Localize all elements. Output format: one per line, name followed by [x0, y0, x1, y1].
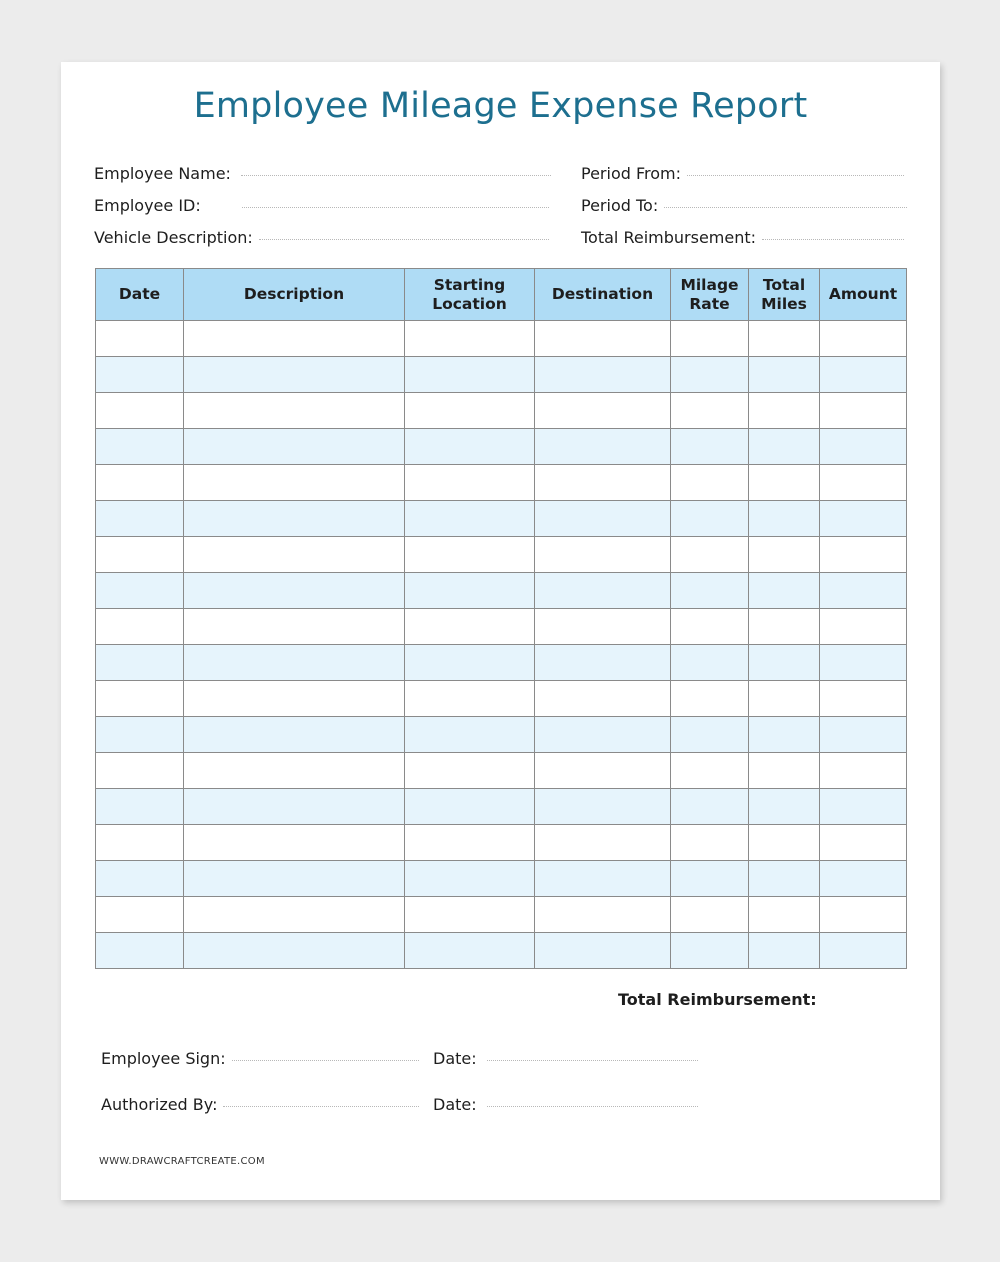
table-cell-date[interactable]	[96, 861, 184, 897]
table-cell-destination[interactable]	[535, 573, 671, 609]
table-cell-destination[interactable]	[535, 429, 671, 465]
table-cell-date[interactable]	[96, 573, 184, 609]
table-cell-destination[interactable]	[535, 645, 671, 681]
table-cell-description[interactable]	[184, 609, 405, 645]
table-cell-description[interactable]	[184, 465, 405, 501]
table-row	[96, 825, 907, 861]
vehicle-description-label: Vehicle Description:	[94, 228, 253, 247]
table-cell-date[interactable]	[96, 609, 184, 645]
table-cell-starting-location[interactable]	[405, 717, 535, 753]
period-to-label: Period To:	[581, 196, 659, 215]
table-cell-date[interactable]	[96, 825, 184, 861]
table-cell-destination[interactable]	[535, 753, 671, 789]
table-row	[96, 465, 907, 501]
authorized-date-label: Date:	[433, 1095, 477, 1114]
table-cell-destination[interactable]	[535, 861, 671, 897]
authorized-by-input[interactable]	[223, 1105, 419, 1107]
table-cell-destination[interactable]	[535, 357, 671, 393]
table-cell-milage-rate[interactable]	[671, 609, 749, 645]
table-row	[96, 429, 907, 465]
table-cell-amount[interactable]	[820, 537, 907, 573]
table-cell-description[interactable]	[184, 789, 405, 825]
table-cell-starting-location[interactable]	[405, 609, 535, 645]
employee-id-label: Employee ID:	[94, 196, 201, 215]
table-cell-total-miles[interactable]	[749, 789, 820, 825]
table-cell-milage-rate[interactable]	[671, 717, 749, 753]
table-cell-milage-rate[interactable]	[671, 789, 749, 825]
column-header-total-miles: Total Miles	[749, 269, 820, 321]
table-cell-starting-location[interactable]	[405, 573, 535, 609]
period-to-input[interactable]	[664, 206, 907, 208]
table-cell-description[interactable]	[184, 861, 405, 897]
table-row	[96, 645, 907, 681]
table-row	[96, 501, 907, 537]
table-cell-amount[interactable]	[820, 717, 907, 753]
table-cell-starting-location[interactable]	[405, 753, 535, 789]
table-row	[96, 681, 907, 717]
table-cell-starting-location[interactable]	[405, 897, 535, 933]
table-row	[96, 321, 907, 357]
table-cell-starting-location[interactable]	[405, 537, 535, 573]
table-cell-milage-rate[interactable]	[671, 465, 749, 501]
table-row	[96, 897, 907, 933]
table-cell-date[interactable]	[96, 897, 184, 933]
total-reimbursement-input[interactable]	[762, 238, 904, 240]
table-cell-amount[interactable]	[820, 321, 907, 357]
table-cell-date[interactable]	[96, 645, 184, 681]
table-cell-description[interactable]	[184, 429, 405, 465]
employee-sign-date-input[interactable]	[487, 1059, 698, 1061]
table-cell-description[interactable]	[184, 717, 405, 753]
table-cell-milage-rate[interactable]	[671, 501, 749, 537]
table-cell-amount[interactable]	[820, 789, 907, 825]
table-cell-starting-location[interactable]	[405, 429, 535, 465]
table-cell-destination[interactable]	[535, 825, 671, 861]
table-cell-total-miles[interactable]	[749, 321, 820, 357]
employee-name-input[interactable]	[241, 174, 551, 176]
employee-sign-date-field[interactable]	[433, 1049, 698, 1068]
table-cell-total-miles[interactable]	[749, 609, 820, 645]
employee-sign-label: Employee Sign:	[101, 1049, 226, 1068]
table-cell-destination[interactable]	[535, 933, 671, 969]
table-cell-total-miles[interactable]	[749, 501, 820, 537]
table-cell-total-miles[interactable]	[749, 681, 820, 717]
table-cell-milage-rate[interactable]	[671, 681, 749, 717]
table-cell-milage-rate[interactable]	[671, 573, 749, 609]
table-cell-amount[interactable]	[820, 825, 907, 861]
table-cell-description[interactable]	[184, 501, 405, 537]
table-header-row	[96, 269, 907, 321]
table-cell-total-miles[interactable]	[749, 753, 820, 789]
employee-name-field[interactable]	[94, 164, 551, 183]
period-from-field[interactable]	[581, 164, 904, 183]
authorized-date-field[interactable]	[433, 1095, 698, 1114]
employee-sign-field[interactable]	[101, 1049, 419, 1068]
employee-id-field[interactable]	[94, 196, 549, 215]
table-cell-milage-rate[interactable]	[671, 429, 749, 465]
table-cell-amount[interactable]	[820, 501, 907, 537]
table-cell-total-miles[interactable]	[749, 537, 820, 573]
table-cell-starting-location[interactable]	[405, 357, 535, 393]
table-cell-milage-rate[interactable]	[671, 321, 749, 357]
total-reimbursement-field[interactable]	[581, 228, 904, 247]
table-cell-starting-location[interactable]	[405, 501, 535, 537]
table-cell-destination[interactable]	[535, 609, 671, 645]
table-cell-total-miles[interactable]	[749, 465, 820, 501]
column-header-description: Description	[184, 269, 405, 321]
table-cell-date[interactable]	[96, 537, 184, 573]
table-row	[96, 357, 907, 393]
employee-sign-date-label: Date:	[433, 1049, 477, 1068]
table-body	[96, 321, 907, 969]
table-cell-description[interactable]	[184, 753, 405, 789]
table-cell-milage-rate[interactable]	[671, 861, 749, 897]
table-cell-milage-rate[interactable]	[671, 357, 749, 393]
table-cell-total-miles[interactable]	[749, 429, 820, 465]
table-cell-starting-location[interactable]	[405, 465, 535, 501]
table-cell-total-miles[interactable]	[749, 573, 820, 609]
table-cell-amount[interactable]	[820, 933, 907, 969]
table-row	[96, 861, 907, 897]
table-cell-starting-location[interactable]	[405, 789, 535, 825]
table-cell-date[interactable]	[96, 789, 184, 825]
table-cell-starting-location[interactable]	[405, 681, 535, 717]
column-header-date: Date	[96, 269, 184, 321]
table-cell-total-miles[interactable]	[749, 897, 820, 933]
table-row	[96, 609, 907, 645]
table-row	[96, 933, 907, 969]
table-cell-total-miles[interactable]	[749, 861, 820, 897]
table-cell-description[interactable]	[184, 681, 405, 717]
table-cell-amount[interactable]	[820, 645, 907, 681]
table-cell-destination[interactable]	[535, 537, 671, 573]
table-cell-amount[interactable]	[820, 897, 907, 933]
table-cell-total-miles[interactable]	[749, 717, 820, 753]
table-row	[96, 789, 907, 825]
table-cell-amount[interactable]	[820, 573, 907, 609]
table-cell-description[interactable]	[184, 933, 405, 969]
table-cell-description[interactable]	[184, 573, 405, 609]
table-cell-milage-rate[interactable]	[671, 645, 749, 681]
vehicle-description-field[interactable]	[94, 228, 549, 247]
total-reimbursement-label: Total Reimbursement:	[581, 228, 757, 247]
table-cell-destination[interactable]	[535, 789, 671, 825]
column-header-amount: Amount	[820, 269, 907, 321]
table-cell-milage-rate[interactable]	[671, 897, 749, 933]
table-cell-destination[interactable]	[535, 501, 671, 537]
table-cell-date[interactable]	[96, 753, 184, 789]
table-cell-total-miles[interactable]	[749, 357, 820, 393]
table-cell-amount[interactable]	[820, 861, 907, 897]
table-cell-destination[interactable]	[535, 897, 671, 933]
table-row	[96, 573, 907, 609]
table-cell-date[interactable]	[96, 717, 184, 753]
report-page	[61, 62, 940, 1200]
table-cell-date[interactable]	[96, 321, 184, 357]
table-cell-milage-rate[interactable]	[671, 537, 749, 573]
page-title: Employee Mileage Expense Report	[193, 86, 808, 126]
column-header-milage-rate: Milage Rate	[671, 269, 749, 321]
column-header-destination: Destination	[535, 269, 671, 321]
table-cell-description[interactable]	[184, 537, 405, 573]
table-cell-amount[interactable]	[820, 393, 907, 429]
table-cell-date[interactable]	[96, 393, 184, 429]
table-cell-description[interactable]	[184, 825, 405, 861]
table-cell-description[interactable]	[184, 357, 405, 393]
column-header-starting-location: Starting Location	[405, 269, 535, 321]
table-cell-starting-location[interactable]	[405, 321, 535, 357]
authorized-by-field[interactable]	[101, 1095, 419, 1114]
table-cell-date[interactable]	[96, 429, 184, 465]
table-cell-starting-location[interactable]	[405, 645, 535, 681]
table-cell-starting-location[interactable]	[405, 393, 535, 429]
table-cell-amount[interactable]	[820, 357, 907, 393]
employee-sign-input[interactable]	[232, 1059, 419, 1061]
authorized-date-input[interactable]	[487, 1105, 698, 1107]
table-cell-starting-location[interactable]	[405, 825, 535, 861]
table-cell-starting-location[interactable]	[405, 861, 535, 897]
table-row	[96, 753, 907, 789]
table-cell-amount[interactable]	[820, 429, 907, 465]
table-cell-milage-rate[interactable]	[671, 393, 749, 429]
period-from-input[interactable]	[687, 174, 904, 176]
table-cell-total-miles[interactable]	[749, 645, 820, 681]
table-row	[96, 537, 907, 573]
period-from-label: Period From:	[581, 164, 682, 183]
table-cell-date[interactable]	[96, 357, 184, 393]
table-cell-destination[interactable]	[535, 465, 671, 501]
table-cell-total-miles[interactable]	[749, 393, 820, 429]
table-cell-description[interactable]	[184, 645, 405, 681]
table-cell-starting-location[interactable]	[405, 933, 535, 969]
table-cell-destination[interactable]	[535, 321, 671, 357]
table-cell-milage-rate[interactable]	[671, 933, 749, 969]
table-cell-milage-rate[interactable]	[671, 825, 749, 861]
table-cell-amount[interactable]	[820, 465, 907, 501]
vehicle-description-input[interactable]	[259, 238, 549, 240]
employee-id-input[interactable]	[242, 206, 549, 208]
footer-website: WWW.DRAWCRAFTCREATE.COM	[99, 1156, 265, 1167]
total-reimbursement-summary-label: Total Reimbursement:	[618, 990, 817, 1009]
table-cell-milage-rate[interactable]	[671, 753, 749, 789]
authorized-by-label: Authorized By:	[101, 1095, 218, 1114]
table-cell-description[interactable]	[184, 897, 405, 933]
table-cell-destination[interactable]	[535, 393, 671, 429]
table-cell-amount[interactable]	[820, 609, 907, 645]
table-cell-date[interactable]	[96, 501, 184, 537]
period-to-field[interactable]	[581, 196, 907, 215]
table-cell-total-miles[interactable]	[749, 933, 820, 969]
table-row	[96, 717, 907, 753]
table-cell-amount[interactable]	[820, 681, 907, 717]
table-row	[96, 393, 907, 429]
table-cell-date[interactable]	[96, 681, 184, 717]
table-cell-destination[interactable]	[535, 717, 671, 753]
table-cell-destination[interactable]	[535, 681, 671, 717]
table-cell-description[interactable]	[184, 321, 405, 357]
table-cell-date[interactable]	[96, 933, 184, 969]
table-cell-total-miles[interactable]	[749, 825, 820, 861]
table-cell-date[interactable]	[96, 465, 184, 501]
employee-name-label: Employee Name:	[94, 164, 231, 183]
mileage-table	[95, 268, 907, 969]
table-cell-description[interactable]	[184, 393, 405, 429]
table-cell-amount[interactable]	[820, 753, 907, 789]
